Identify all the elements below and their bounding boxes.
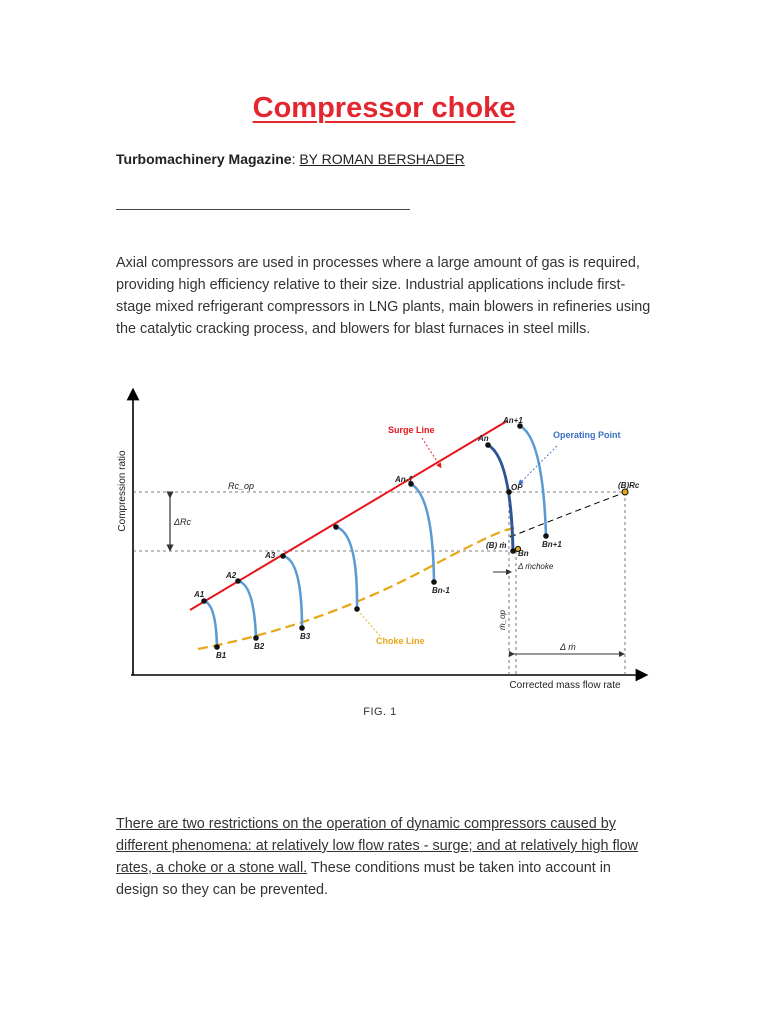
delta-rc-label: ΔRc — [174, 517, 192, 527]
point-bn-1 — [431, 579, 437, 585]
label-b-m: (B) ṁ — [486, 541, 507, 550]
label-op: OP — [511, 483, 523, 492]
horizontal-divider — [116, 209, 410, 210]
author-link[interactable]: BY ROMAN BERSHADER — [299, 151, 465, 167]
point-bn1 — [543, 533, 549, 539]
closing-rest: These conditions must be taken into account in design so they can be prevented. — [116, 860, 611, 898]
operating-point-label: Operating Point — [553, 430, 621, 440]
y-axis-label: Compression ratio — [117, 450, 128, 532]
label-bn: Bn — [518, 549, 529, 558]
surge-line-callout — [422, 438, 440, 466]
publication-name: Turbomachinery Magazine — [116, 151, 292, 167]
point-b4 — [354, 606, 360, 612]
label-a2: A2 — [226, 571, 237, 580]
point-a1 — [201, 598, 207, 604]
delta-m-choke-label: Δ ṁchoke — [518, 562, 554, 571]
speed-curve-4 — [336, 527, 357, 609]
speed-curve-2 — [238, 581, 256, 638]
label-b1: B1 — [216, 651, 227, 660]
delta-m-label: Δ ṁ — [560, 642, 576, 652]
label-b-rc: (B)Rc — [618, 481, 640, 490]
intro-paragraph: Axial compressors are used in processes where a large amount of gas is required, providing high efficiency relative to their size. Industrial applications include first-stage mixed refrigerant compressors in LNG plants, main blowers in refineries using the catalytic cracking process, and blowers for blast furnaces in steel mills. — [116, 255, 651, 337]
speed-curve-3 — [283, 556, 302, 628]
byline-separator: : — [291, 151, 296, 167]
closing-emphasis: There are two restrictions on the operation of dynamic compressors caused by different phenomena: at relatively low flow rates - surge; and at relatively high flow rates, a choke or a stone wall. — [116, 816, 639, 876]
point-an — [485, 442, 491, 448]
point-b2 — [253, 635, 259, 641]
closing-paragraph — [116, 813, 656, 901]
label-bn1: Bn+1 — [542, 540, 562, 549]
choke-line-extension — [510, 492, 626, 537]
label-b2: B2 — [254, 642, 265, 651]
label-a1: A1 — [194, 590, 205, 599]
compressor-map-figure — [110, 388, 650, 693]
x-axis-label: Corrected mass flow rate — [509, 680, 621, 691]
label-an-1: An-1 — [395, 475, 413, 484]
point-a4 — [333, 524, 339, 530]
point-a3 — [280, 553, 286, 559]
label-a3: A3 — [265, 551, 276, 560]
rc-op-label: Rc_op — [228, 481, 255, 491]
label-b3: B3 — [300, 632, 311, 641]
label-an: An — [478, 434, 489, 443]
speed-curve-1 — [204, 601, 217, 647]
label-bn-1: Bn-1 — [432, 586, 450, 595]
choke-line-label: Choke Line — [376, 636, 425, 646]
surge-line-label: Surge Line — [388, 425, 435, 435]
figure-caption: FIG. 1 — [363, 706, 397, 718]
m-op-label: ṁ_op — [498, 609, 507, 631]
point-b3 — [299, 625, 305, 631]
point-b1 — [214, 644, 220, 650]
choke-line-callout — [360, 613, 380, 636]
page-title: Compressor choke — [252, 92, 516, 124]
byline — [116, 151, 465, 167]
speed-curve-n-plus-1 — [520, 426, 546, 536]
label-an1: An+1 — [503, 416, 523, 425]
